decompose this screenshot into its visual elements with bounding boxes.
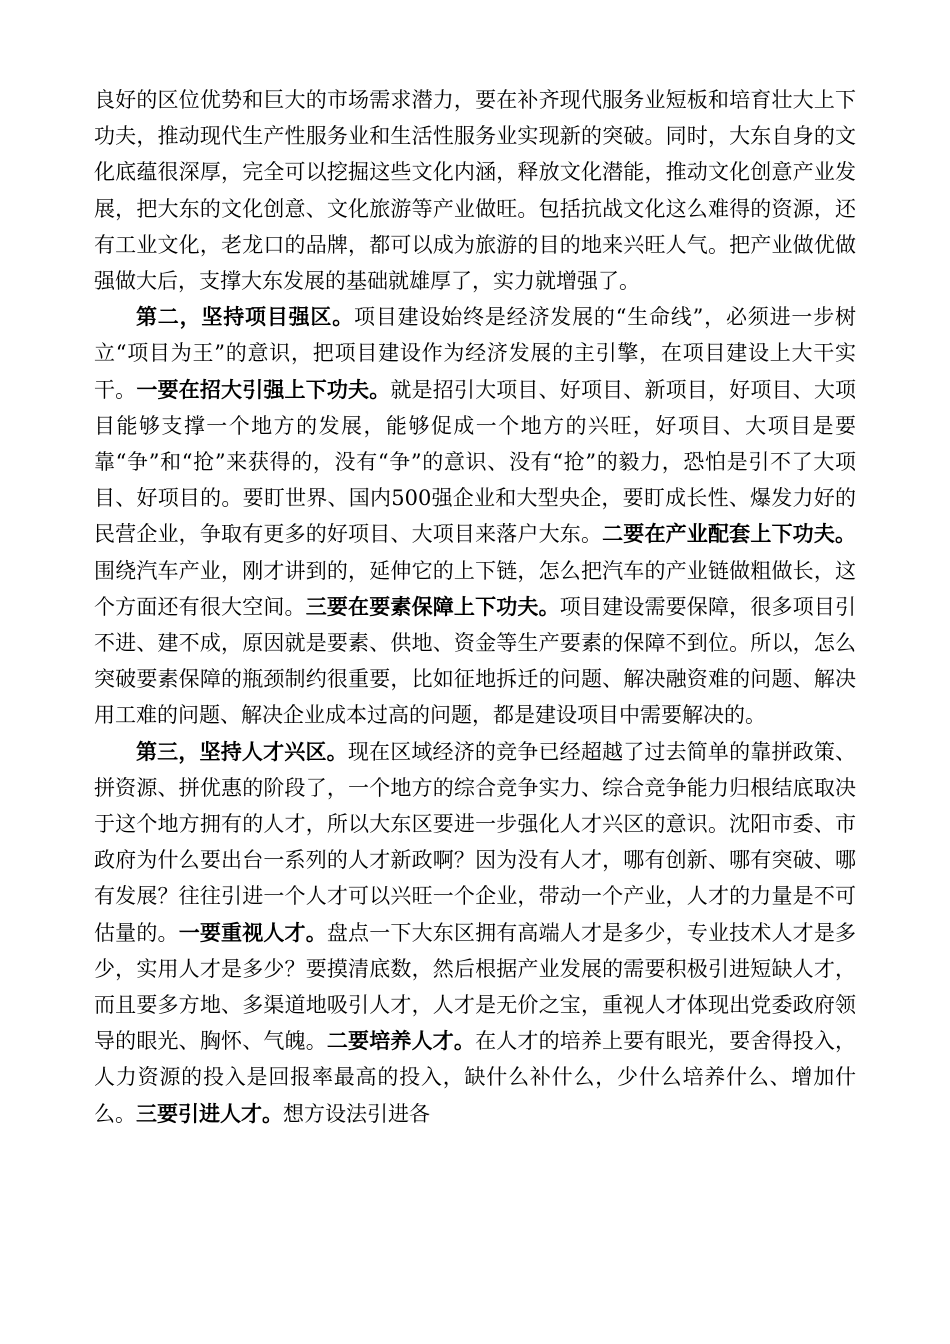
paragraph-text: 项目建设始终是经济发展的“生命线”，必须进一步树立“项目为王”的意识，把项目建设作为经济发展的主引擎，在项目建设上大干实干。 [94, 305, 856, 402]
section-heading-talent: 第三，坚持人才兴区。 [136, 738, 348, 764]
paragraph-text: 就是招引大项目、好项目、新项目，好项目、大项目能够支撑一个地方的发展，能够促成一个地方的兴旺，好项目、大项目是要靠“争”和“抢”来获得的，没有“争”的意识、没有“抢”的毅力，恐怕是引不了大项目、好项目的。要盯世界、国内500强企业和大型央企，要盯成长性、爆发力好的民营企业，争取有更多的好项目、大项目来落户大东。 [94, 377, 857, 547]
section-heading-project: 第二，坚持项目强区。 [136, 304, 355, 330]
paragraph-project [94, 299, 856, 733]
paragraph-text: 现在区域经济的竞争已经超越了过去简单的靠拼政策、拼资源、拼优惠的阶段了，一个地方的综合竞争实力、综合竞争能力归根结底取决于这个地方拥有的人才，所以大东区要进一步强化人才兴区的意识。沈阳市委、市政府为什么要出台一系列的人才新政啊？因为没有人才，哪有创新、哪有突破、哪有发展？往往引进一个人才可以兴旺一个企业，带动一个产业，人才的力量是不可估量的。 [94, 739, 857, 945]
paragraph-text: 项目建设需要保障，很多项目引不进、建不成，原因就是要素、供地、资金等生产要素的保障不到位。所以，怎么突破要素保障的瓶颈制约很重要，比如征地拆迁的问题、解决融资难的问题、解决用工难的问题、解决企业成本过高的问题，都是建设项目中需要解决的。 [94, 594, 857, 728]
key-point-heading: 一要重视人才。 [178, 919, 327, 945]
key-point-heading: 二要在产业配套上下功夫。 [602, 521, 857, 547]
key-point-heading: 三要引进人才。 [136, 1100, 283, 1126]
paragraph-text: 在人才的培养上要有眼光，要舍得投入，人力资源的投入是回报率最高的投入，缺什么补什么，少什么培养什么、增加什么。 [94, 1029, 857, 1126]
paragraph-talent [94, 734, 856, 1132]
paragraph-industry [94, 82, 856, 299]
document-page [94, 82, 856, 1132]
paragraph-text: 良好的区位优势和巨大的市场需求潜力，要在补齐现代服务业短板和培育壮大上下功夫，推动现代生产性服务业和生活性服务业实现新的突破。同时，大东自身的文化底蕴很深厚，完全可以挖掘这些文化内涵，释放文化潜能，推动文化创意产业发展，把大东的文化创意、文化旅游等产业做旺。包括抗战文化这么难得的资源，还有工业文化，老龙口的品牌，都可以成为旅游的目的地来兴旺人气。把产业做优做强做大后，支撑大东发展的基础就雄厚了，实力就增强了。 [94, 88, 856, 294]
paragraph-text: 盘点一下大东区拥有高端人才是多少，专业技术人才是多少，实用人才是多少？要摸清底数，然后根据产业发展的需要积极引进短缺人才，而且要多方地、多渠道地吸引人才，人才是无价之宝，重视人才体现出党委政府领导的眼光、胸怀、气魄。 [94, 920, 857, 1054]
key-point-heading: 三要在要素保障上下功夫。 [305, 593, 560, 619]
key-point-heading: 二要培养人才。 [326, 1028, 476, 1054]
key-point-heading: 一要在招大引强上下功夫。 [136, 376, 391, 402]
paragraph-text: 围绕汽车产业，刚才讲到的，延伸它的上下链，怎么把汽车的产业链做粗做长，这个方面还有很大空间。 [94, 558, 856, 619]
paragraph-text: 想方设法引进各 [283, 1101, 430, 1126]
